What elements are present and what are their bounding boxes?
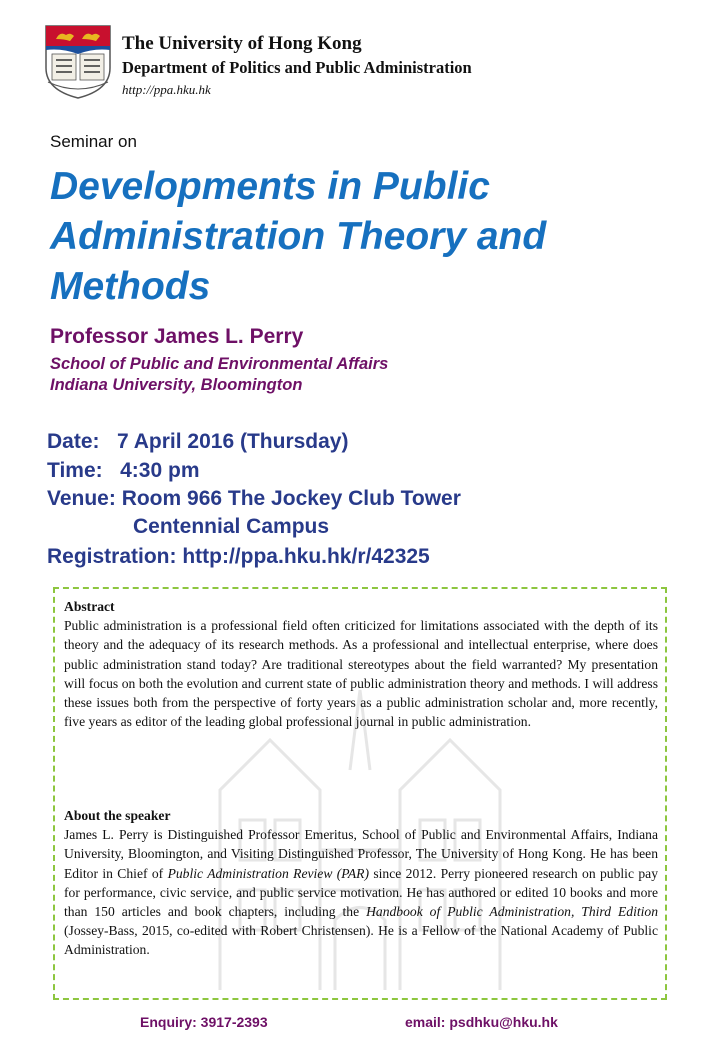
event-registration[interactable]: Registration: http://ppa.hku.hk/r/42325 [47,545,430,568]
event-time: Time: 4:30 pm [47,459,200,482]
speaker-affiliation-school: School of Public and Environmental Affairs [50,355,389,373]
event-venue-campus: Centennial Campus [133,515,330,538]
event-date: Date: 7 April 2016 (Thursday) [47,430,349,453]
department-url[interactable]: http://ppa.hku.hk [122,82,211,97]
university-name: The University of Hong Kong [122,33,362,54]
about-speaker-text [64,825,658,959]
book-title: Handbook of Public Administration, Third Edition [366,904,658,920]
seminar-label: Seminar on [50,132,137,151]
about-speaker-heading: About the speaker [64,808,171,823]
abstract-heading: Abstract [64,599,115,614]
title-line-3: Methods [50,265,211,308]
about-text-part-3: (Jossey-Bass, 2015, co-edited with Robert Christensen). He is a Fellow of the National Academy of Public Administration. [64,923,658,958]
university-crest-logo [42,24,114,100]
seminar-title [50,162,670,312]
abstract-text: Public administration is a professional field often criticized for limitations associated with the depth of its theory and the adequacy of its research methods. As a professional and intellectual enterprise, where does public administration stand today? Are traditional stereotypes about the field warranted? My presentation will focus on both the evolution and current state of public administration theory and methods. I will address these issues both from the perspective of forty years as a public administration scholar and, more recently, five years as editor of the leading global professional journal in public administration. [64,618,658,730]
speaker-name: Professor James L. Perry [50,325,304,348]
crest-motto [0,0,1,1]
abstract-section [64,597,658,731]
enquiry-phone: Enquiry: 3917-2393 [140,1014,268,1030]
speaker-affiliation-university: Indiana University, Bloomington [50,376,303,394]
about-speaker-section [64,806,658,960]
title-line-2: Administration Theory and [50,215,547,258]
title-line-1: Developments in Public [50,165,490,208]
department-name: Department of Politics and Public Administration [122,58,472,77]
about-text-part-2: since 2012. Perry pioneered research on public pay for performance, civic service, and public service motivation. He has authored or edited 10 books and more than 150 articles and book chapters, including the [64,865,658,920]
contact-email[interactable]: email: psdhku@hku.hk [405,1014,558,1030]
event-venue: Venue: Room 966 The Jockey Club Tower [47,487,461,510]
about-text-part-1: James L. Perry is Distinguished Professor Emeritus, School of Public and Environmental Affairs, Indiana University, Bloomington, and Visiting Distinguished Professor, The University of Hong Kong. He has been Editor in Chief of [64,827,658,881]
journal-title: Public Administration Review (PAR) [167,865,369,881]
